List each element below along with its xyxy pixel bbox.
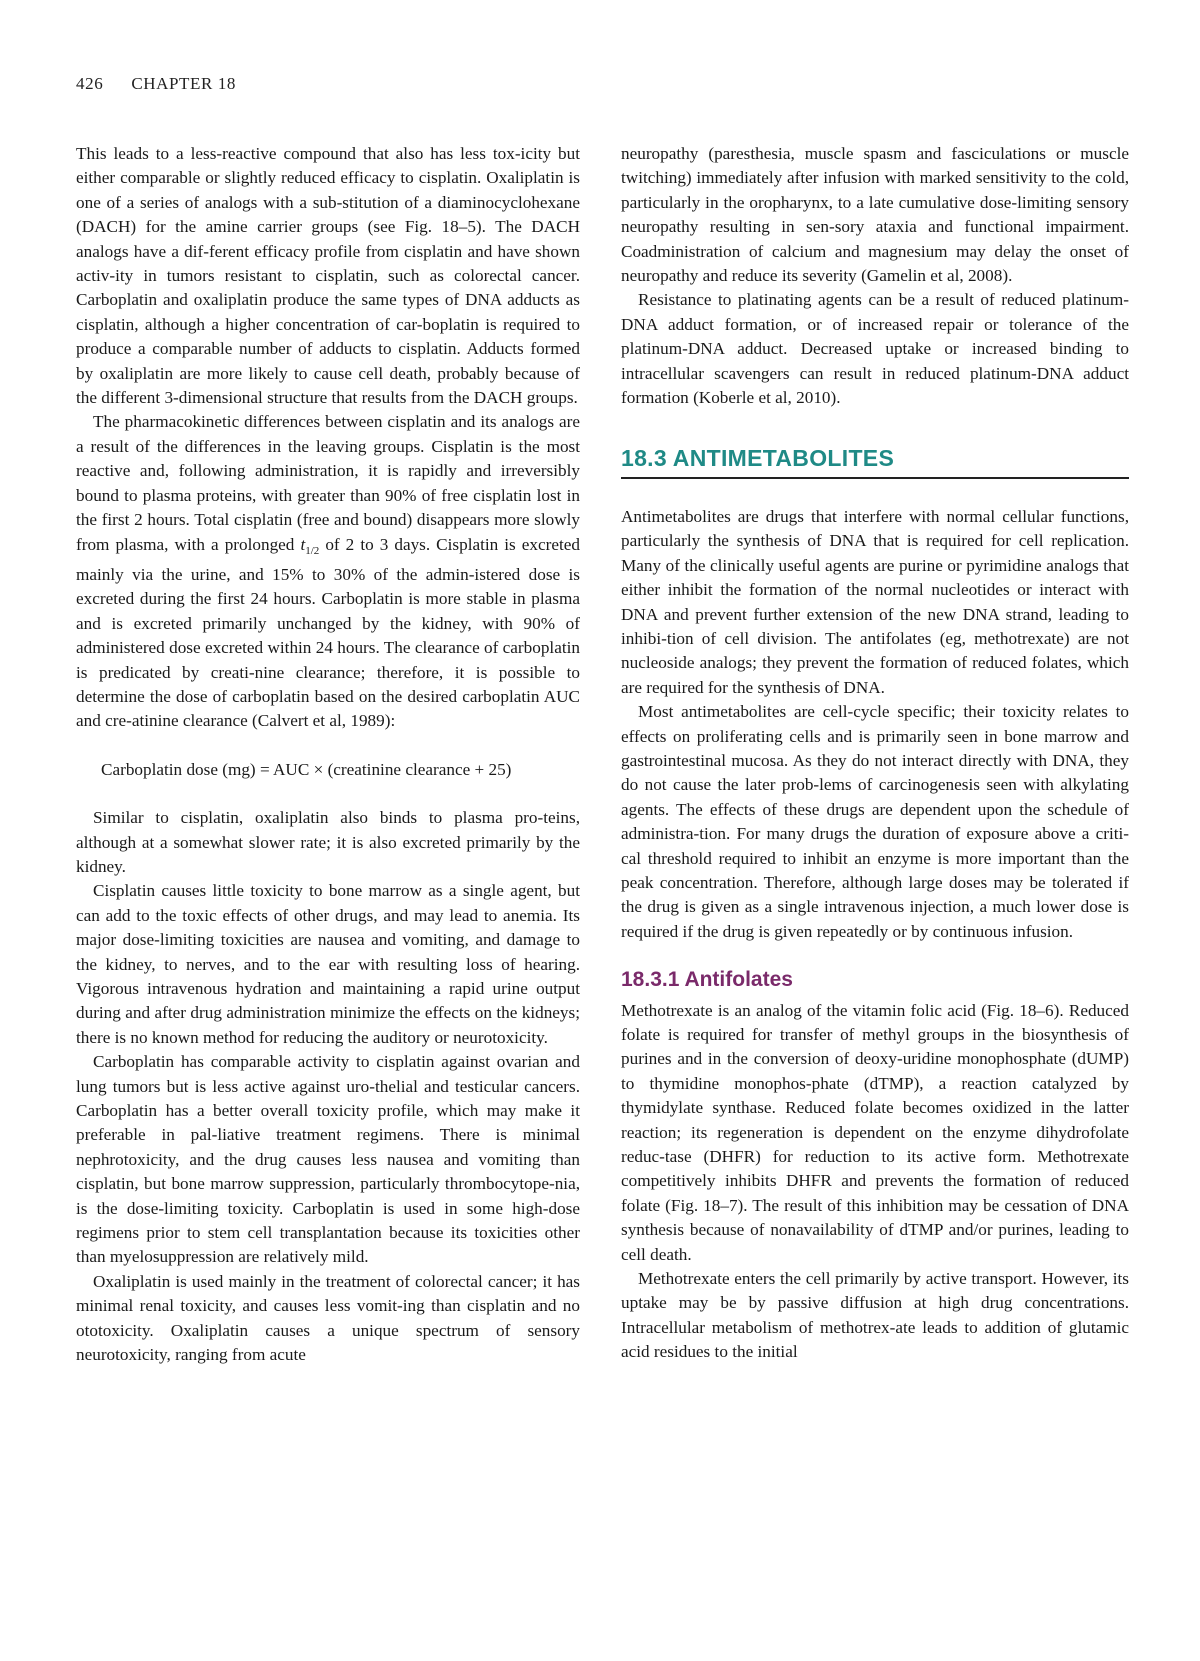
paragraph: neuropathy (paresthesia, muscle spasm and fasciculations or muscle twitching) immediately after infusion with marked sensitivity to the cold, particularly in the oropharynx, to a late cumulative dose-limiting sensory neuropathy resulting in sen-sory ataxia and functional impairment. Coadministration of calcium and magnesium may delay the onset of neuropathy and reduce its severity (Gamelin et al, 2008).: [621, 144, 1129, 286]
paragraph: Antimetabolites are drugs that interfere with normal cellular functions, particularly the synthesis of DNA that is required for cell replication. Many of the clinically useful agents are purine or pyrimidine analogs that either inhibit the formation of the normal nucleotides or interact with DNA and prevent further extension of the new DNA strand, leading to inhibi-tion of cell division. The antifolates (eg, methotrexate) are not nucleoside analogs; they prevent the formation of reduced folates, which are required for the synthesis of DNA.: [621, 506, 1129, 697]
chapter-label: CHAPTER 18: [131, 74, 237, 93]
left-column: [76, 142, 580, 1368]
page-number: 426: [76, 74, 104, 93]
subsection-heading-antifolates: 18.3.1 Antifolates: [621, 968, 793, 992]
paragraph: Most antimetabolites are cell-cycle specific; their toxicity relates to effects on proliferating cells and is primarily seen in bone marrow and gastrointestinal mucosa. As they do not interact directly with DNA, they do not cause the later prob-lems of carcinogenesis seen with alkylating agents. The effects of these drugs are dependent upon the schedule of administra-tion. For many drugs the duration of exposure above a criti-cal threshold required to inhibit an enzyme is more important than the peak concentration. Therefore, although large doses may be tolerated if the drug is given as a single intravenous injection, a much lower dose is required if the drug is given repeatedly or by continuous infusion.: [621, 702, 1129, 941]
carboplatin-dose-equation: Carboplatin dose (mg) = AUC × (creatinine clearance + 25): [101, 759, 512, 779]
half-life-symbol: t: [300, 534, 306, 554]
half-life-subscript: 1/2: [305, 544, 320, 557]
paragraph: Carboplatin has comparable activity to cisplatin against ovarian and lung tumors but is less active against uro-thelial and testicular cancers. Carboplatin has a better overall toxicity profile, which may make it preferable in pal-liative treatment regimens. There is minimal nephrotoxicity, and the drug causes less nausea and vomiting than cisplatin, but bone marrow suppression, particularly thrombocytope-nia, is the dose-limiting toxicity. Carboplatin is used in some high-dose regimens prior to stem cell transplantation because its toxicities other than myelosuppression are relatively mild.: [76, 1052, 580, 1267]
paragraph: This leads to a less-reactive compound that also has less tox-icity but either comparable or slightly reduced efficacy to cisplatin. Oxaliplatin is one of a series of analogs with a sub-stitution of a diaminocyclohexane (DACH) for the amine carrier groups (see Fig. 18–5). The DACH analogs have a dif-ferent efficacy profile from cisplatin and have shown activ-ity in tumors resistant to cisplatin, such as colorectal cancer. Carboplatin and oxaliplatin produce the same types of DNA adducts as cisplatin, although a higher concentration of car-boplatin is required to produce a comparable number of adducts to cisplatin. Adducts formed by oxaliplatin are more likely to cause cell death, probably because of the different 3-dimensional structure that results from the DACH groups.: [76, 144, 580, 408]
running-head: [76, 74, 236, 94]
paragraph: Similar to cisplatin, oxaliplatin also binds to plasma pro-teins, although at a somewhat slower rate; it is also excreted primarily by the kidney.: [76, 808, 580, 876]
paragraph: Methotrexate is an analog of the vitamin folic acid (Fig. 18–6). Reduced folate is required for transfer of methyl groups in the biosynthesis of purines and in the conversion of deoxy-uridine monophosphate (dUMP) to thymidine monophos-phate (dTMP), a reaction catalyzed by thymidylate synthase. Reduced folate becomes oxidized in the latter reaction; its regeneration is dependent on the enzyme dihydrofolate reduc-tase (DHFR) for reduction to its active form. Methotrexate competitively inhibits DHFR and prevents the formation of reduced folate (Fig. 18–7). The result of this inhibition may be cessation of DNA synthesis because of nonavailability of dTMP and/or purines, leading to cell death.: [621, 1000, 1129, 1264]
paragraph: Cisplatin causes little toxicity to bone marrow as a single agent, but can add to the toxic effects of other drugs, and may lead to anemia. Its major dose-limiting toxicities are nausea and vomiting, and damage to the kidney, to nerves, and to the ear with resulting loss of hearing. Vigorous intravenous hydration and maintaining a rapid urine output during and after drug administration minimize the effects on the kidneys; there is no known method for reducing the auditory or neurotoxicity.: [76, 881, 580, 1047]
paragraph-pharmacokinetics: [76, 410, 580, 733]
paragraph: Resistance to platinating agents can be a result of reduced platinum-DNA adduct formation, or of increased repair or tolerance of the platinum-DNA adduct. Decreased uptake or increased binding to intracellular scavengers can result in reduced platinum-DNA adduct formation (Koberle et al, 2010).: [621, 290, 1129, 408]
text-run: of 2 to 3 days. Cisplatin is excreted mainly via the urine, and 15% to 30% of the admin-istered dose is excreted during the first 24 hours. Carboplatin is more stable in plasma and is excreted primarily unchanged by the kidney, with 90% of administered dose excreted within 24 hours. The clearance of carboplatin is predicated by creati-nine clearance; therefore, it is possible to determine the dose of carboplatin based on the desired carboplatin AUC and cre-atinine clearance (Calvert et al, 1989):: [76, 534, 580, 731]
paragraph: Oxaliplatin is used mainly in the treatment of colorectal cancer; it has minimal renal toxicity, and causes less vomit-ing than cisplatin and no ototoxicity. Oxaliplatin causes a unique spectrum of sensory neurotoxicity, ranging from acute: [76, 1271, 580, 1365]
right-column: [621, 142, 1129, 1365]
section-heading-antimetabolites: 18.3 ANTIMETABOLITES: [621, 446, 1129, 478]
text-run: The pharmacokinetic differences between cisplatin and its analogs are a result of the differences in the leaving groups. Cisplatin is the most reactive and, following administration, it is rapidly and irreversibly bound to plasma proteins, with greater than 90% of free cisplatin lost in the first 2 hours. Total cisplatin (free and bound) disappears more slowly from plasma, with a prolonged: [76, 412, 580, 554]
section-spacer: [621, 479, 1129, 505]
paragraph: Methotrexate enters the cell primarily by active transport. However, its uptake may be by passive diffusion at high drug concentrations. Intracellular metabolism of methotrex-ate leads to addition of glutamic acid residues to the initial: [621, 1269, 1129, 1362]
